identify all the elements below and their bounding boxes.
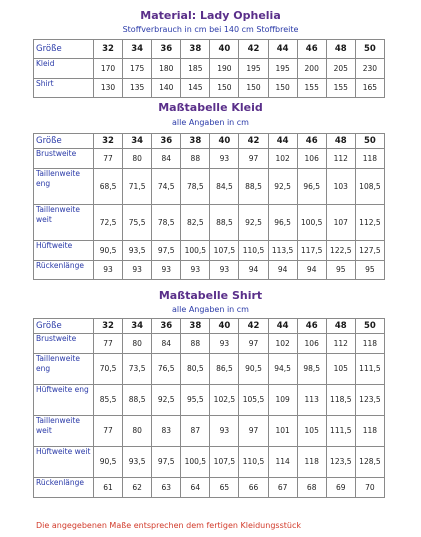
- table-cell: 205: [326, 59, 355, 79]
- table-cell: 94: [239, 261, 268, 280]
- table-cell: 123,5: [355, 385, 384, 416]
- table-cell: 123,5: [326, 447, 355, 478]
- shirt-table-title: Maßtabelle Shirt: [158, 289, 263, 302]
- table-cell: 80: [123, 334, 152, 354]
- table-cell: 113,5: [268, 241, 297, 261]
- table-cell: 114: [268, 447, 297, 478]
- dress-measurement-table: [33, 133, 385, 280]
- table-cell: 88,5: [210, 205, 239, 241]
- table-cell: 195: [239, 59, 268, 79]
- size-header-cell: 38: [181, 319, 210, 334]
- size-header-cell: 36: [152, 319, 181, 334]
- table-cell: 86,5: [210, 354, 239, 385]
- table-cell: 70,5: [94, 354, 123, 385]
- table-cell: 93,5: [123, 241, 152, 261]
- size-header-cell: 48: [326, 319, 355, 334]
- table-cell: 111,5: [326, 416, 355, 447]
- table-cell: 93: [94, 261, 123, 280]
- shirt-table-subtitle: alle Angaben in cm: [172, 305, 249, 314]
- size-header-row: [34, 40, 385, 59]
- table-cell: 72,5: [94, 205, 123, 241]
- row-label: Rückenlänge: [34, 478, 94, 498]
- table-cell: 78,5: [181, 169, 210, 205]
- row-label: Hüftweite: [34, 241, 94, 261]
- table-cell: 101: [268, 416, 297, 447]
- table-cell: 64: [181, 478, 210, 498]
- table-cell: 69: [326, 478, 355, 498]
- table-cell: 130: [94, 79, 123, 98]
- table-cell: 93: [123, 261, 152, 280]
- size-header-cell: 36: [152, 134, 181, 149]
- table-cell: 61: [94, 478, 123, 498]
- size-header-cell: 32: [94, 40, 123, 59]
- table-cell: 62: [123, 478, 152, 498]
- footer-note: Die angegebenen Maße entsprechen dem fertigen Kleidungsstück: [36, 521, 301, 530]
- size-header-cell: 34: [123, 134, 152, 149]
- size-header-cell: 50: [355, 40, 384, 59]
- table-cell: 70: [355, 478, 384, 498]
- table-cell: 92,5: [268, 169, 297, 205]
- table-cell: 150: [239, 79, 268, 98]
- size-header-cell: 38: [181, 40, 210, 59]
- table-cell: 68: [297, 478, 326, 498]
- table-cell: 145: [181, 79, 210, 98]
- table-cell: 96,5: [268, 205, 297, 241]
- table-cell: 96,5: [297, 169, 326, 205]
- size-header-cell: 40: [210, 319, 239, 334]
- dress-table-title: Maßtabelle Kleid: [158, 101, 263, 114]
- table-cell: 66: [239, 478, 268, 498]
- size-header-row: [34, 134, 385, 149]
- table-cell: 83: [152, 416, 181, 447]
- table-cell: 97,5: [152, 447, 181, 478]
- table-cell: 110,5: [239, 447, 268, 478]
- table-cell: 80: [123, 416, 152, 447]
- table-cell: 112: [326, 149, 355, 169]
- table-cell: 92,5: [239, 205, 268, 241]
- table-cell: 65: [210, 478, 239, 498]
- table-row: [34, 447, 385, 478]
- table-cell: 93: [210, 261, 239, 280]
- table-cell: 93,5: [123, 447, 152, 478]
- table-cell: 118: [355, 416, 384, 447]
- table-cell: 185: [181, 59, 210, 79]
- table-cell: 170: [94, 59, 123, 79]
- dress-table-subtitle: alle Angaben in cm: [172, 118, 249, 127]
- table-cell: 180: [152, 59, 181, 79]
- table-cell: 140: [152, 79, 181, 98]
- table-cell: 105,5: [239, 385, 268, 416]
- table-cell: 102: [268, 334, 297, 354]
- table-cell: 107: [326, 205, 355, 241]
- row-label: Brustweite: [34, 334, 94, 354]
- table-cell: 97: [239, 334, 268, 354]
- size-header-label: Größe: [34, 134, 94, 149]
- table-row: [34, 149, 385, 169]
- table-cell: 155: [297, 79, 326, 98]
- size-header-cell: 46: [297, 319, 326, 334]
- table-cell: 110,5: [239, 241, 268, 261]
- table-cell: 135: [123, 79, 152, 98]
- size-header-cell: 40: [210, 40, 239, 59]
- table-cell: 108,5: [355, 169, 384, 205]
- size-header-cell: 46: [297, 134, 326, 149]
- table-cell: 100,5: [297, 205, 326, 241]
- table-cell: 165: [355, 79, 384, 98]
- table-row: [34, 205, 385, 241]
- size-header-cell: 44: [268, 319, 297, 334]
- size-header-cell: 42: [239, 319, 268, 334]
- table-cell: 112: [326, 334, 355, 354]
- table-cell: 107,5: [210, 447, 239, 478]
- table-row: [34, 478, 385, 498]
- table-cell: 95: [326, 261, 355, 280]
- table-cell: 102,5: [210, 385, 239, 416]
- table-cell: 84: [152, 334, 181, 354]
- table-cell: 95: [355, 261, 384, 280]
- table-cell: 88,5: [239, 169, 268, 205]
- table-cell: 102: [268, 149, 297, 169]
- table-cell: 94: [268, 261, 297, 280]
- table-cell: 94,5: [268, 354, 297, 385]
- page-subtitle: Stoffverbrauch in cm bei 140 cm Stoffbreite: [122, 25, 299, 34]
- table-cell: 88,5: [123, 385, 152, 416]
- table-row: [34, 334, 385, 354]
- row-label: Taillenweite weit: [34, 416, 94, 447]
- size-header-cell: 42: [239, 40, 268, 59]
- table-cell: 106: [297, 334, 326, 354]
- table-row: [34, 59, 385, 79]
- table-cell: 71,5: [123, 169, 152, 205]
- table-cell: 68,5: [94, 169, 123, 205]
- table-cell: 107,5: [210, 241, 239, 261]
- table-cell: 190: [210, 59, 239, 79]
- page-title: Material: Lady Ophelia: [140, 9, 281, 22]
- size-header-cell: 46: [297, 40, 326, 59]
- size-header-cell: 48: [326, 40, 355, 59]
- table-cell: 200: [297, 59, 326, 79]
- table-cell: 80: [123, 149, 152, 169]
- table-cell: 90,5: [94, 241, 123, 261]
- table-cell: 103: [326, 169, 355, 205]
- size-header-cell: 42: [239, 134, 268, 149]
- table-cell: 111,5: [355, 354, 384, 385]
- table-cell: 93: [152, 261, 181, 280]
- table-cell: 88: [181, 149, 210, 169]
- row-label: Taillenweite weit: [34, 205, 94, 241]
- table-cell: 93: [181, 261, 210, 280]
- size-header-cell: 34: [123, 319, 152, 334]
- table-cell: 117,5: [297, 241, 326, 261]
- size-header-cell: 50: [355, 319, 384, 334]
- table-cell: 105: [326, 354, 355, 385]
- table-cell: 87: [181, 416, 210, 447]
- table-cell: 78,5: [152, 205, 181, 241]
- table-cell: 92,5: [152, 385, 181, 416]
- row-label: Taillenweite eng: [34, 354, 94, 385]
- size-header-row: [34, 319, 385, 334]
- table-cell: 100,5: [181, 447, 210, 478]
- table-cell: 122,5: [326, 241, 355, 261]
- table-cell: 195: [268, 59, 297, 79]
- size-header-cell: 32: [94, 319, 123, 334]
- table-cell: 113: [297, 385, 326, 416]
- table-cell: 118: [355, 334, 384, 354]
- table-cell: 85,5: [94, 385, 123, 416]
- table-cell: 93: [210, 416, 239, 447]
- table-cell: 97,5: [152, 241, 181, 261]
- table-cell: 118,5: [326, 385, 355, 416]
- table-cell: 150: [268, 79, 297, 98]
- table-cell: 118: [355, 149, 384, 169]
- table-cell: 155: [326, 79, 355, 98]
- size-header-cell: 50: [355, 134, 384, 149]
- size-header-cell: 32: [94, 134, 123, 149]
- table-row: [34, 241, 385, 261]
- table-cell: 97: [239, 149, 268, 169]
- table-cell: 74,5: [152, 169, 181, 205]
- table-cell: 112,5: [355, 205, 384, 241]
- row-label: Hüftweite eng: [34, 385, 94, 416]
- fabric-consumption-table: [33, 39, 385, 98]
- table-cell: 127,5: [355, 241, 384, 261]
- table-cell: 73,5: [123, 354, 152, 385]
- table-cell: 98,5: [297, 354, 326, 385]
- size-header-cell: 48: [326, 134, 355, 149]
- table-cell: 77: [94, 149, 123, 169]
- row-label: Rückenlänge: [34, 261, 94, 280]
- size-header-cell: 38: [181, 134, 210, 149]
- row-label: Brustweite: [34, 149, 94, 169]
- table-cell: 128,5: [355, 447, 384, 478]
- table-cell: 67: [268, 478, 297, 498]
- table-row: [34, 261, 385, 280]
- size-header-label: Größe: [34, 319, 94, 334]
- table-cell: 77: [94, 416, 123, 447]
- table-cell: 93: [210, 149, 239, 169]
- size-header-cell: 34: [123, 40, 152, 59]
- table-cell: 75,5: [123, 205, 152, 241]
- size-header-cell: 40: [210, 134, 239, 149]
- table-cell: 100,5: [181, 241, 210, 261]
- table-cell: 93: [210, 334, 239, 354]
- size-header-cell: 36: [152, 40, 181, 59]
- size-header-cell: 44: [268, 40, 297, 59]
- table-row: [34, 416, 385, 447]
- row-label: Kleid: [34, 59, 94, 79]
- size-header-label: Größe: [34, 40, 94, 59]
- table-row: [34, 354, 385, 385]
- table-cell: 230: [355, 59, 384, 79]
- size-header-cell: 44: [268, 134, 297, 149]
- row-label: Shirt: [34, 79, 94, 98]
- row-label: Taillenweite eng: [34, 169, 94, 205]
- table-cell: 82,5: [181, 205, 210, 241]
- shirt-measurement-table: [33, 318, 385, 498]
- table-cell: 76,5: [152, 354, 181, 385]
- table-cell: 84,5: [210, 169, 239, 205]
- table-cell: 88: [181, 334, 210, 354]
- table-cell: 118: [297, 447, 326, 478]
- table-cell: 80,5: [181, 354, 210, 385]
- table-row: [34, 385, 385, 416]
- row-label: Hüftweite weit: [34, 447, 94, 478]
- table-cell: 90,5: [239, 354, 268, 385]
- table-cell: 150: [210, 79, 239, 98]
- table-cell: 84: [152, 149, 181, 169]
- table-cell: 90,5: [94, 447, 123, 478]
- table-cell: 97: [239, 416, 268, 447]
- table-cell: 175: [123, 59, 152, 79]
- table-cell: 95,5: [181, 385, 210, 416]
- table-row: [34, 79, 385, 98]
- table-cell: 105: [297, 416, 326, 447]
- table-cell: 106: [297, 149, 326, 169]
- table-cell: 63: [152, 478, 181, 498]
- table-row: [34, 169, 385, 205]
- table-cell: 77: [94, 334, 123, 354]
- table-cell: 109: [268, 385, 297, 416]
- table-cell: 94: [297, 261, 326, 280]
